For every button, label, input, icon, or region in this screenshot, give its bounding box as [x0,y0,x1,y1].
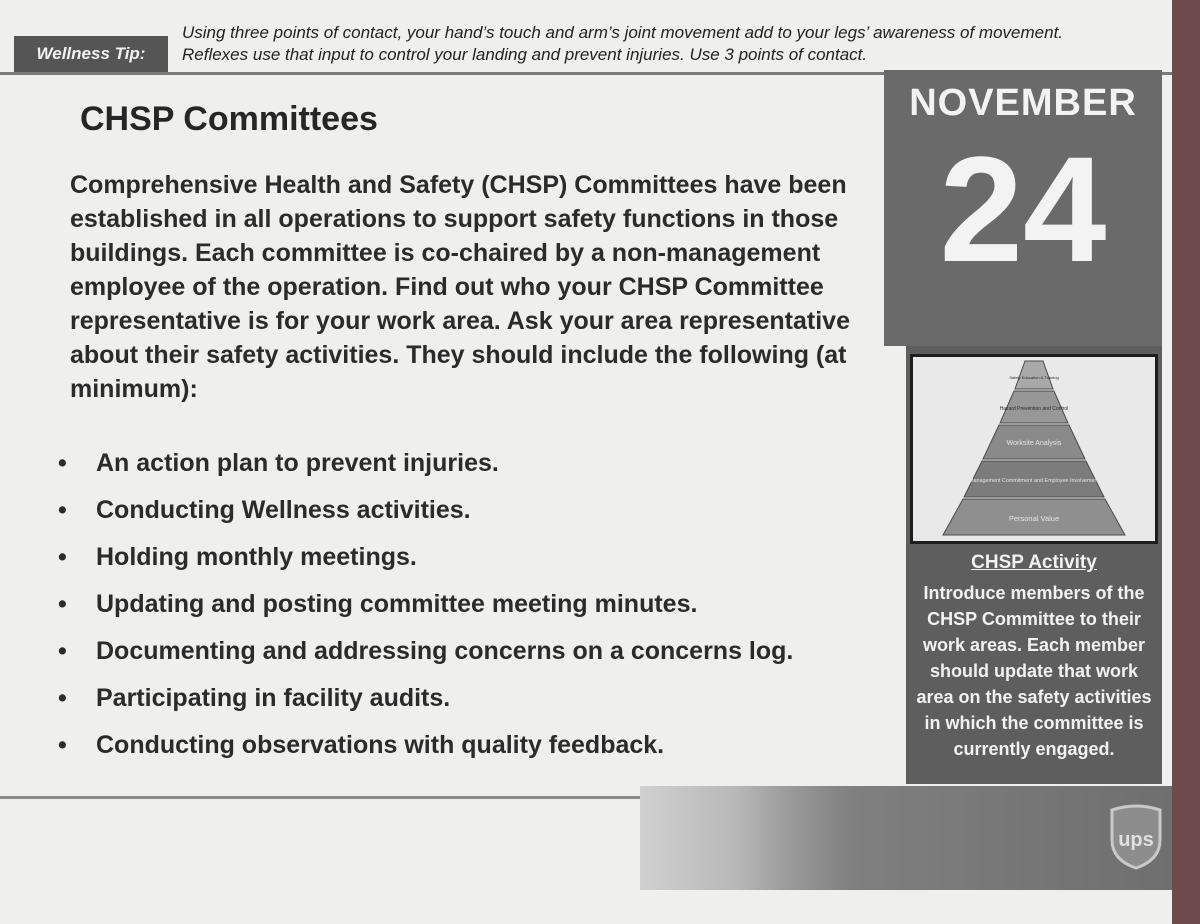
wellness-tip-bar [0,0,1172,75]
requirements-list [58,440,878,769]
list-item-text: Holding monthly meetings. [96,543,417,571]
activity-text: Introduce members of the CHSP Committee to their work areas. Each member should update that work area on the safety activities in which the committee is currently engaged. [916,583,1152,759]
bullet-icon: • [58,684,67,712]
list-item [58,675,878,722]
list-item [58,722,878,769]
list-item-text: Updating and posting committee meeting minutes. [96,590,698,618]
activity-title: CHSP Activity [971,552,1097,573]
intro-paragraph: Comprehensive Health and Safety (CHSP) Committees have been established in all operations to support safety functions in those buildings. Each committee is co-chaired by a non-management employee of the operation. Find out who your CHSP Committee representative is for your work area. Ask your area representative about their safety activities. They should include the following (at minimum): [70,171,850,403]
list-item-text: An action plan to prevent injuries. [96,449,499,477]
page-title: CHSP Committees [80,100,378,138]
list-item [58,581,878,628]
list-item-text: Conducting observations with quality feedback. [96,731,665,759]
list-item-text: Documenting and addressing concerns on a concerns log. [96,637,794,665]
ups-logo-icon [1108,804,1164,870]
pyramid-label-2: Hazard Prevention and Control [999,406,1069,412]
list-item [58,628,878,675]
calendar-day: 24 [939,125,1107,293]
bullet-icon: • [58,637,67,665]
list-item-text: Participating in facility audits. [96,684,451,712]
footer-band [640,786,1172,890]
bullet-icon: • [58,731,67,759]
calendar-month: NOVEMBER [909,82,1137,124]
sidebar [884,70,1172,784]
calendar-date-box [884,70,1162,346]
wellness-tip-text: Using three points of contact, your hand’s touch and arm’s joint movement add to your legs’ awareness of movement. Reflexes use that input to control your landing and prevent injuries. Use 3 points of contact. [182,23,1064,64]
activity-panel [906,346,1162,784]
list-item [58,534,878,581]
pyramid-icon [913,357,1155,541]
list-item [58,440,878,487]
ups-logo-text: ups [1118,829,1154,851]
bullet-icon: • [58,449,67,477]
list-item-text: Conducting Wellness activities. [96,496,471,524]
wellness-tip-label: Wellness Tip: [14,36,168,72]
pyramid-label-3: Worksite Analysis [1006,440,1062,447]
bullet-icon: • [58,496,67,524]
pyramid-label-4: Management Commitment and Employee Involvement [968,478,1100,484]
bullet-icon: • [58,590,67,618]
list-item [58,487,878,534]
bullet-icon: • [58,543,67,571]
pyramid-label-base: Personal Value [1008,514,1060,523]
pyramid-label-top: Safety Education & Training [1009,375,1059,380]
safety-pyramid-graphic [910,354,1158,544]
